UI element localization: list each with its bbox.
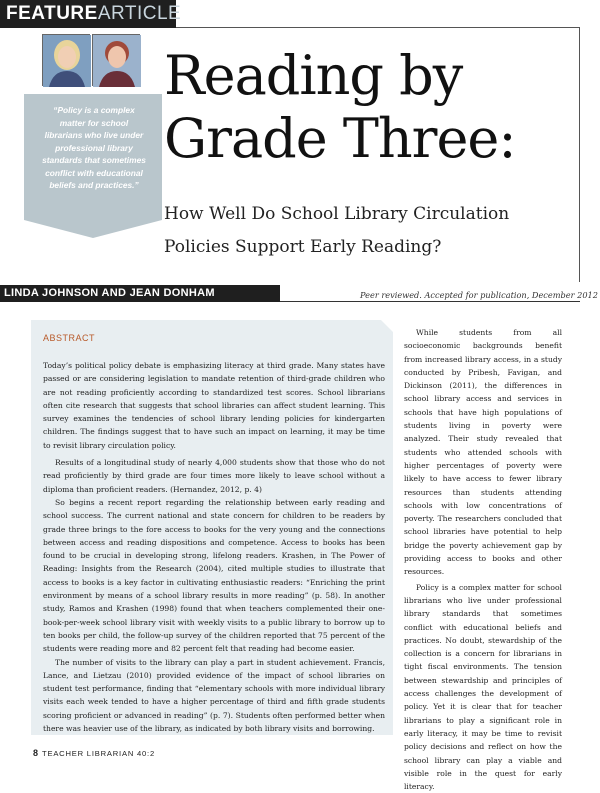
subtitle-line-2: Policies Support Early Reading?	[164, 237, 442, 257]
title-line-2: Grade Three:	[164, 107, 516, 170]
body-paragraph: Results of a longitudinal study of nearly 4,000 students show that those who do not read proficiently by third grade are four times more likely to leave school without a diploma than proficient readers. (Hernandez, 2012, p. 4)	[43, 458, 385, 494]
page-footer	[33, 748, 155, 758]
peer-review-note: Peer reviewed. Accepted for publication, December 2012	[360, 290, 598, 300]
panel-corner-fold	[380, 319, 394, 333]
title-line-1: Reading by	[164, 44, 463, 107]
feature-article-banner	[0, 0, 182, 28]
subtitle-line-1: How Well Do School Library Circulation	[164, 204, 510, 224]
article-title	[164, 44, 576, 170]
abstract-heading: ABSTRACT	[43, 333, 96, 343]
byline-rule	[280, 301, 580, 302]
frame-top-rule	[176, 27, 580, 28]
author-photo-linda-johnson	[42, 34, 90, 86]
page-number: 8	[33, 748, 39, 758]
abstract-text: Today’s political policy debate is emphasizing literacy at third grade. Many states have passed or are considering legislation to mandate retention of third-grade children who are not reading proficiently according to standardized test scores. School librarians often cite research that suggests that school libraries can affect student learning. This survey examines the tendencies of school library lending policies for kindergarten children. The findings suggest that to have such an impact on learning, it may be time to revisit library circulation policy.	[43, 361, 385, 450]
left-column	[43, 359, 385, 735]
article-subtitle	[164, 198, 576, 264]
right-column	[404, 326, 562, 793]
body-paragraph: The number of visits to the library can play a part in student achievement. Francis, Lance, and Lietzau (2010) provided evidence of the impact of school libraries on student test performance, finding that “elementary schools with more individual library visits each week tended to have a higher percentage of third and fifth grade students scoring proficient or advanced in reading” (p. 7). Students often performed better when there was heavier use of the library, as indicated by both library visits and borrowing.	[43, 657, 385, 734]
body-paragraph: While students from all socioeconomic backgrounds benefit from increased library access, in a study conducted by Pribesh, Favigan, and Dickinson (2011), the differences in school library access and services in schools that have high populations of students living in poverty were analyzed. Their study revealed that students who attended schools with higher percentages of poverty were likely to have access to fewer library resources than students attending schools with low concentrations of poverty. The researchers concluded that school libraries have potential to help bridge the poverty achievement gap by providing access to books and other resources.	[404, 328, 562, 577]
feature-word: FEATURE	[6, 3, 98, 24]
frame-right-rule	[579, 27, 580, 282]
body-paragraph: So begins a recent report regarding the relationship between early reading and school success. The current national and state concern for children to be readers by grade three brings to the fore access to books for the very young and the connections between access and reading dispositions and competence. Access to books has been found to be crucial in developing strong, lifelong readers. Krashen, in The Power of Reading: Insights from the Research (2004), cited multiple studies to illustrate that access to books is a key factor in cultivating enthusiastic readers: “Enriching the print environment by means of a school library results in more reading” (p. 58). In another study, Ramos and Krashen (1998) found that when teachers complemented their one-book-per-week school library visit with weekly visits to a public library to borrow up to ten books per child, the follow-up survey of the children reported that 75 percent of the students were reading more and 82 percent felt that reading had become easier.	[43, 497, 385, 654]
author-photo-jean-donham	[92, 34, 140, 86]
body-paragraph: Policy is a complex matter for school librarians who live under professional library standards that sometimes conflict with educational beliefs and practices. No doubt, stewardship of the collection is a concern for librarians in tight fiscal environments. The tension between stewardship and principles of access challenges the development of policy. Yet it is clear that for teacher librarians to play a significant role in early literacy, it may be time to revisit policy decisions and reflect on how the school library can play a viable and visible role in the quest for early literacy.	[404, 582, 562, 792]
magazine-issue: TEACHER LIBRARIAN 40:2	[42, 749, 155, 758]
pull-quote: “Policy is a complex matter for school librarians who live under professional library standards that sometimes conflict with educational beliefs and practices.”	[42, 105, 146, 190]
author-byline: LINDA JOHNSON AND JEAN DONHAM	[0, 285, 280, 302]
article-word: ARTICLE	[97, 3, 182, 24]
